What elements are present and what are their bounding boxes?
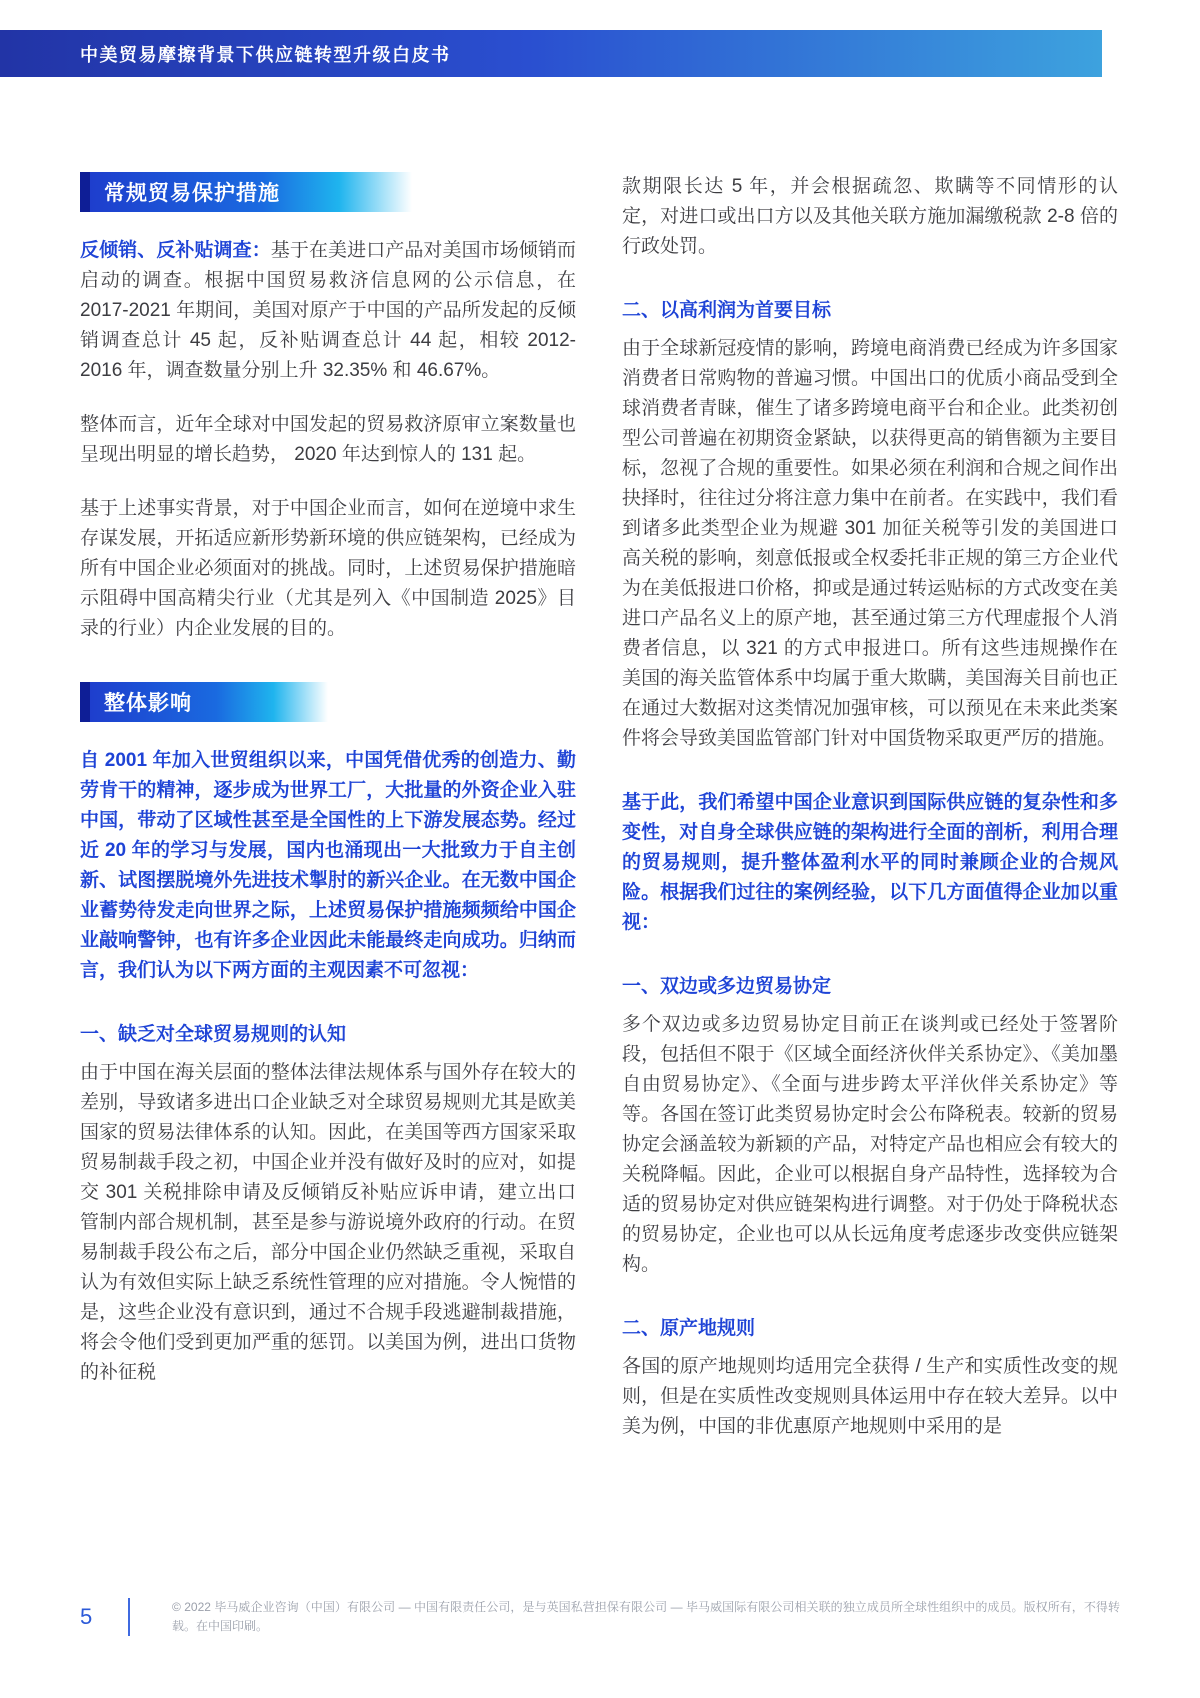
paragraph-rules-of-origin-body: 各国的原产地规则均适用完全获得 / 生产和实质性改变的规则，但是在实质性改变规则具体运用中存在较大差异。以中美为例，中国的非优惠原产地规则中采用的是 [622,1356,1118,1437]
footer-divider [128,1598,130,1636]
subheading-high-profit: 二、以高利润为首要目标 [622,300,832,321]
header-bar [0,30,1102,77]
lead-paragraph-recommendation: 基于此，我们希望中国企业意识到国际供应链的复杂性和多变性，对自身全球供应链的架构进行全面的剖析，利用合理的贸易规则，提升整体盈利水平的同时兼顾企业的合规风险。根据我们过往的案例经验，以下几方面值得企业加以重视： [622,792,1118,933]
paragraph-background: 基于上述事实背景，对于中国企业而言，如何在逆境中求生存谋发展，开拓适应新形势新环境的供应链架构，已经成为所有中国企业必须面对的挑战。同时，上述贸易保护措施暗示阻碍中国高精尖行业（尤其是列入《中国制造 2025》目录的行业）内企业发展的目的。 [80,498,576,639]
left-column [80,172,576,1466]
paragraph-lack-of-knowledge-body: 由于中国在海关层面的整体法律法规体系与国外存在较大的差别，导致诸多进出口企业缺乏对全球贸易规则尤其是欧美国家的贸易法律体系的认知。因此，在美国等西方国家采取贸易制裁手段之初，中国企业并没有做好及时的应对，如提交 301 关税排除申请及反倾销反补贴应诉申请，建立出口管制内部合规机制，甚至是参与游说境外政府的行动。在贸易制裁手段公布之后，部分中国企业仍然缺乏重视，采取自认为有效但实际上缺乏系统性管理的应对措施。令人惋惜的是，这些企业没有意识到，通过不合规手段逃避制裁措施，将会令他们受到更加严重的惩罚。以美国为例，进出口货物的补征税 [80,1062,576,1383]
paragraph-high-profit-body: 由于全球新冠疫情的影响，跨境电商消费已经成为许多国家消费者日常购物的普遍习惯。中国出口的优质小商品受到全球消费者青睐，催生了诸多跨境电商平台和企业。此类初创型公司普遍在初期资金紧缺，以获得更高的销售额为主要目标，忽视了合规的重要性。如果必须在利润和合规之间作出抉择时，往往过分将注意力集中在前者。在实践中，我们看到诸多此类型企业为规避 301 加征关税等引发的美国进口高关税的影响，刻意低报或全权委托非正规的第三方企业代为在美低报进口价格，抑或是通过转运贴标的方式改变在美进口产品名义上的原产地，甚至通过第三方代理虚报个人消费者信息，以 321 的方式申报进口。所有这些违规操作在美国的海关监管体系中均属于重大欺瞒，美国海关目前也正在通过大数据对这类情况加强审核，可以预见在未来此类案件将会导致美国监管部门针对中国货物采取更严厉的措施。 [622,338,1118,749]
section-header-trade-protection [80,172,412,212]
section-title: 常规贸易保护措施 [104,182,280,205]
subheading-trade-agreements: 一、双边或多边贸易协定 [622,976,832,997]
subheading-rules-of-origin: 二、原产地规则 [622,1318,756,1339]
section-title: 整体影响 [104,692,192,715]
paragraph-trade-agreements-body: 多个双边或多边贸易协定目前正在谈判或已经处于签署阶段，包括但不限于《区域全面经济伙伴关系协定》、《美加墨自由贸易协定》、《全面与进步跨太平洋伙伴关系协定》等等。各国在签订此类贸易协定时会公布降税表。较新的贸易协定会涵盖较为新颖的产品，对特定产品也相应会有较大的关税降幅。因此，企业可以根据自身产品特性，选择较为合适的贸易协定对供应链架构进行调整。对于仍处于降税状态的贸易协定，企业也可以从长远角度考虑逐步改变供应链架构。 [622,1014,1118,1275]
lead-paragraph-wto: 自 2001 年加入世贸组织以来，中国凭借优秀的创造力、勤劳肯干的精神，逐步成为世界工厂，大批量的外资企业入驻中国，带动了区域性甚至是全国性的上下游发展态势。经过近 20 年的学习与发展，国内也涌现出一大批致力于自主创新、试图摆脱境外先进技术掣肘的新兴企业。在无数中国企业蓄势待发走向世界之际，上述贸易保护措施频频给中国企业敲响警钟，也有许多企业因此未能最终走向成功。归纳而言，我们认为以下两方面的主观因素不可忽视： [80,750,576,981]
subheading-lack-of-knowledge: 一、缺乏对全球贸易规则的认知 [80,1024,347,1045]
paragraph-overall-trend: 整体而言，近年全球对中国发起的贸易救济原审立案数量也呈现出明显的增长趋势， 2020 年达到惊人的 131 起。 [80,414,576,465]
section-header-overall-impact [80,682,328,722]
content-columns [80,172,1118,1466]
page-number: 5 [80,1604,93,1629]
paragraph-lead: 反倾销、反补贴调查： [80,240,271,261]
paragraph-continued: 款期限长达 5 年，并会根据疏忽、欺瞒等不同情形的认定，对进口或出口方以及其他关联方施加漏缴税款 2-8 倍的行政处罚。 [622,176,1118,257]
page-footer [80,1598,1120,1636]
right-column [622,172,1118,1466]
document-title: 中美贸易摩擦背景下供应链转型升级白皮书 [80,44,451,65]
paragraph-antidumping [80,236,576,386]
paragraph-text: 基于在美进口产品对美国市场倾销而启动的调查。根据中国贸易救济信息网的公示信息，在 2017-2021 年期间，美国对原产于中国的产品所发起的反倾销调查总计 45 起，反补贴调查总计 44 起，相较 2012-2016 年，调查数量分别上升 32.35% 和 46.67%。 [80,240,576,381]
copyright-text: © 2022 毕马威企业咨询（中国）有限公司 — 中国有限责任公司，是与英国私营担保有限公司 — 毕马威国际有限公司相关联的独立成员所全球性组织中的成员。版权所有，不得转载。在中国印刷。 [172,1600,1120,1633]
